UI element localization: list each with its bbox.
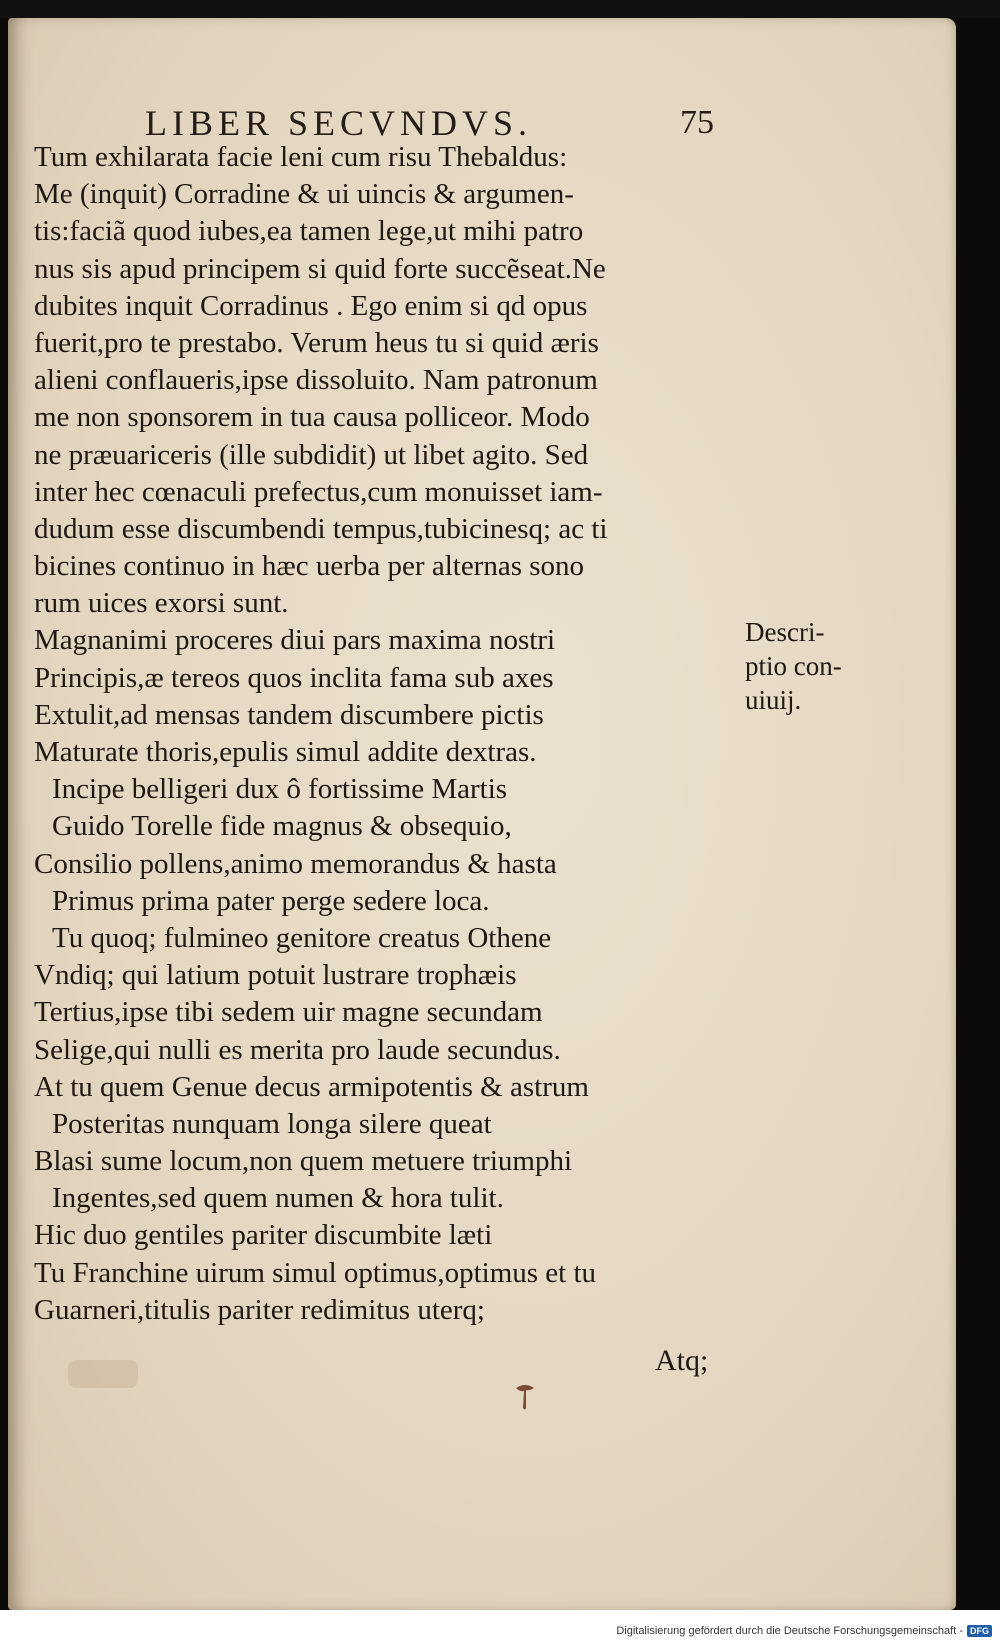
verse-line: Hic duo gentiles pariter discumbite læti bbox=[34, 1219, 493, 1252]
text-line: me non sponsorem in tua causa polliceor. Modo bbox=[34, 401, 590, 434]
text-line: Me (inquit) Corradine & ui uincis & argumen- bbox=[34, 178, 574, 211]
verse-line: Extulit,ad mensas tandem discumbere pictis bbox=[34, 698, 544, 731]
text-line: dudum esse discumbendi tempus,tubicinesq; ac ti bbox=[34, 512, 608, 545]
text-line: tis:faciã quod iubes,ea tamen lege,ut mihi patro bbox=[34, 215, 584, 248]
verse-line: Ingentes,sed quem numen & hora tulit. bbox=[52, 1182, 504, 1215]
verse-line: Principis,æ tereos quos inclita fama sub axes bbox=[34, 661, 554, 694]
verse-line: Selige,qui nulli es merita pro laude secundus. bbox=[34, 1033, 561, 1066]
marginal-note-line: Descri- bbox=[745, 617, 825, 647]
verse-line: Consilio pollens,animo memorandus & hasta bbox=[34, 847, 557, 880]
text-line: ne præuariceris (ille subdidit) ut libet agito. Sed bbox=[34, 438, 589, 471]
page-number: 75 bbox=[680, 104, 714, 141]
marginal-note bbox=[745, 615, 885, 717]
verse-line: Posteritas nunquam longa silere queat bbox=[52, 1107, 492, 1140]
verse-line: At tu quem Genue decus armipotentis & astrum bbox=[34, 1070, 589, 1103]
text-line: fuerit,pro te prestabo. Verum heus tu si quid æris bbox=[34, 326, 599, 359]
text-line: nus sis apud principem si quid forte succẽseat.Ne bbox=[34, 252, 606, 285]
verse-line: Primus prima pater perge sedere loca. bbox=[52, 884, 490, 917]
text-line: alieni conflaueris,ipse dissoluito. Nam patronum bbox=[34, 364, 598, 397]
text-line: Tum exhilarata facie leni cum risu Thebaldus: bbox=[34, 141, 568, 173]
verse-line: Tu quoq; fulmineo genitore creatus Othene bbox=[52, 921, 552, 954]
fleuron-ornament-icon bbox=[512, 1382, 538, 1412]
running-header: LIBER SECVNDVS. bbox=[145, 103, 533, 143]
scan-top-edge bbox=[0, 0, 1000, 18]
dfg-credit bbox=[616, 1625, 992, 1637]
marginal-note-line: uiuij. bbox=[745, 685, 802, 715]
text-line: rum uices exorsi sunt. bbox=[34, 587, 289, 620]
verse-line: Maturate thoris,epulis simul addite dextras. bbox=[34, 736, 537, 768]
verse-line: Blasi sume locum,non quem metuere triumphi bbox=[34, 1145, 573, 1178]
verse-line: Guarneri,titulis pariter redimitus uterq; bbox=[34, 1293, 485, 1326]
dfg-credit-text: Digitalisierung gefördert durch die Deutsche Forschungsgemeinschaft - bbox=[616, 1625, 963, 1637]
verse-line: Magnanimi proceres diui pars maxima nostri bbox=[34, 624, 556, 657]
verse-line: Guido Torelle fide magnus & obsequio, bbox=[52, 810, 512, 843]
marginal-note-line: ptio con- bbox=[745, 651, 842, 681]
text-line: dubites inquit Corradinus . Ego enim si qd opus bbox=[34, 289, 588, 322]
verse-line: Incipe belligeri dux ô fortissime Martis bbox=[52, 773, 508, 806]
verse-line: Tertius,ipse tibi sedem uir magne secundam bbox=[34, 996, 543, 1029]
dfg-logo-icon: DFG bbox=[967, 1625, 992, 1637]
main-text bbox=[34, 139, 740, 1329]
verse-line: Vndiq; qui latium potuit lustrare trophæis bbox=[34, 959, 517, 992]
text-line: bicines continuo in hæc uerba per alternas sono bbox=[34, 550, 585, 583]
text-line: inter hec cœnaculi prefectus,cum monuisset iam- bbox=[34, 475, 603, 508]
verse-line: Tu Franchine uirum simul optimus,optimus et tu bbox=[34, 1256, 597, 1289]
paper-stain bbox=[68, 1360, 138, 1388]
catchword: Atq; bbox=[655, 1344, 709, 1377]
